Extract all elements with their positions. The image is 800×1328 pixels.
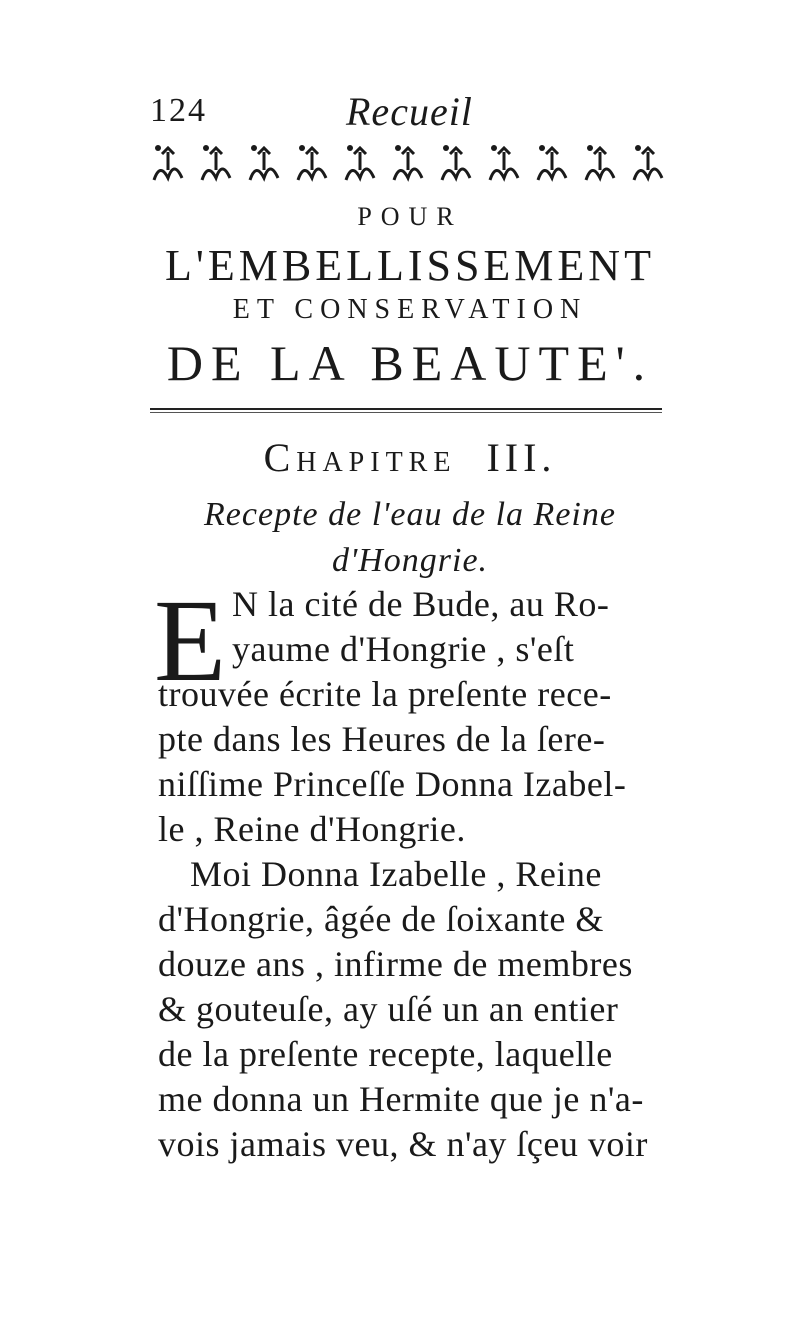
chapter-number: III. [486,435,557,480]
heading-embellissement: L'EMBELLISSEMENT [165,241,655,290]
heading-conservation: ET CONSERVATION [232,294,588,325]
body-line: pte dans les Heures de la ſere- [158,719,606,759]
body-line: trouvée écrite la preſente rece- [158,674,612,714]
body-line: le , Reine d'Hongrie. [158,809,466,849]
drop-cap: E [154,575,227,706]
chapter-label: Chapitre [263,435,457,480]
recipe-title-line-1: Recepte de l'eau de la Reine [204,496,616,533]
body-line: Moi Donna Izabelle , Reine [190,854,602,894]
heading-beaute: DE LA BEAUTE'. [166,335,654,391]
fleuron-ornament-band [148,140,668,190]
body-line: yaume d'Hongrie , s'eſt [232,629,575,669]
body-line: d'Hongrie, âgée de ſoixante & [158,899,604,939]
running-title: Recueil [346,89,473,134]
heading-pour: POUR [357,202,463,231]
body-line: niſſime Princeſſe Donna Izabel- [158,764,627,804]
fleuron-ornament-unit [154,148,182,180]
section-divider-rule [150,408,662,413]
body-line: de la preſente recepte, laquelle [158,1034,613,1074]
recipe-title-line-2: d'Hongrie. [331,542,489,579]
body-line: douze ans , infirme de membres [158,944,633,984]
chapter-heading [140,434,680,481]
body-line: vois jamais veu, & n'ay ſçeu voir [158,1124,648,1164]
body-line: & gouteuſe, ay uſé un an entier [158,989,619,1029]
page-number: 124 [150,92,207,129]
body-line: me donna un Hermite que je n'a- [158,1079,644,1119]
running-head [150,89,670,142]
body-line: N la cité de Bude, au Ro- [232,584,610,624]
